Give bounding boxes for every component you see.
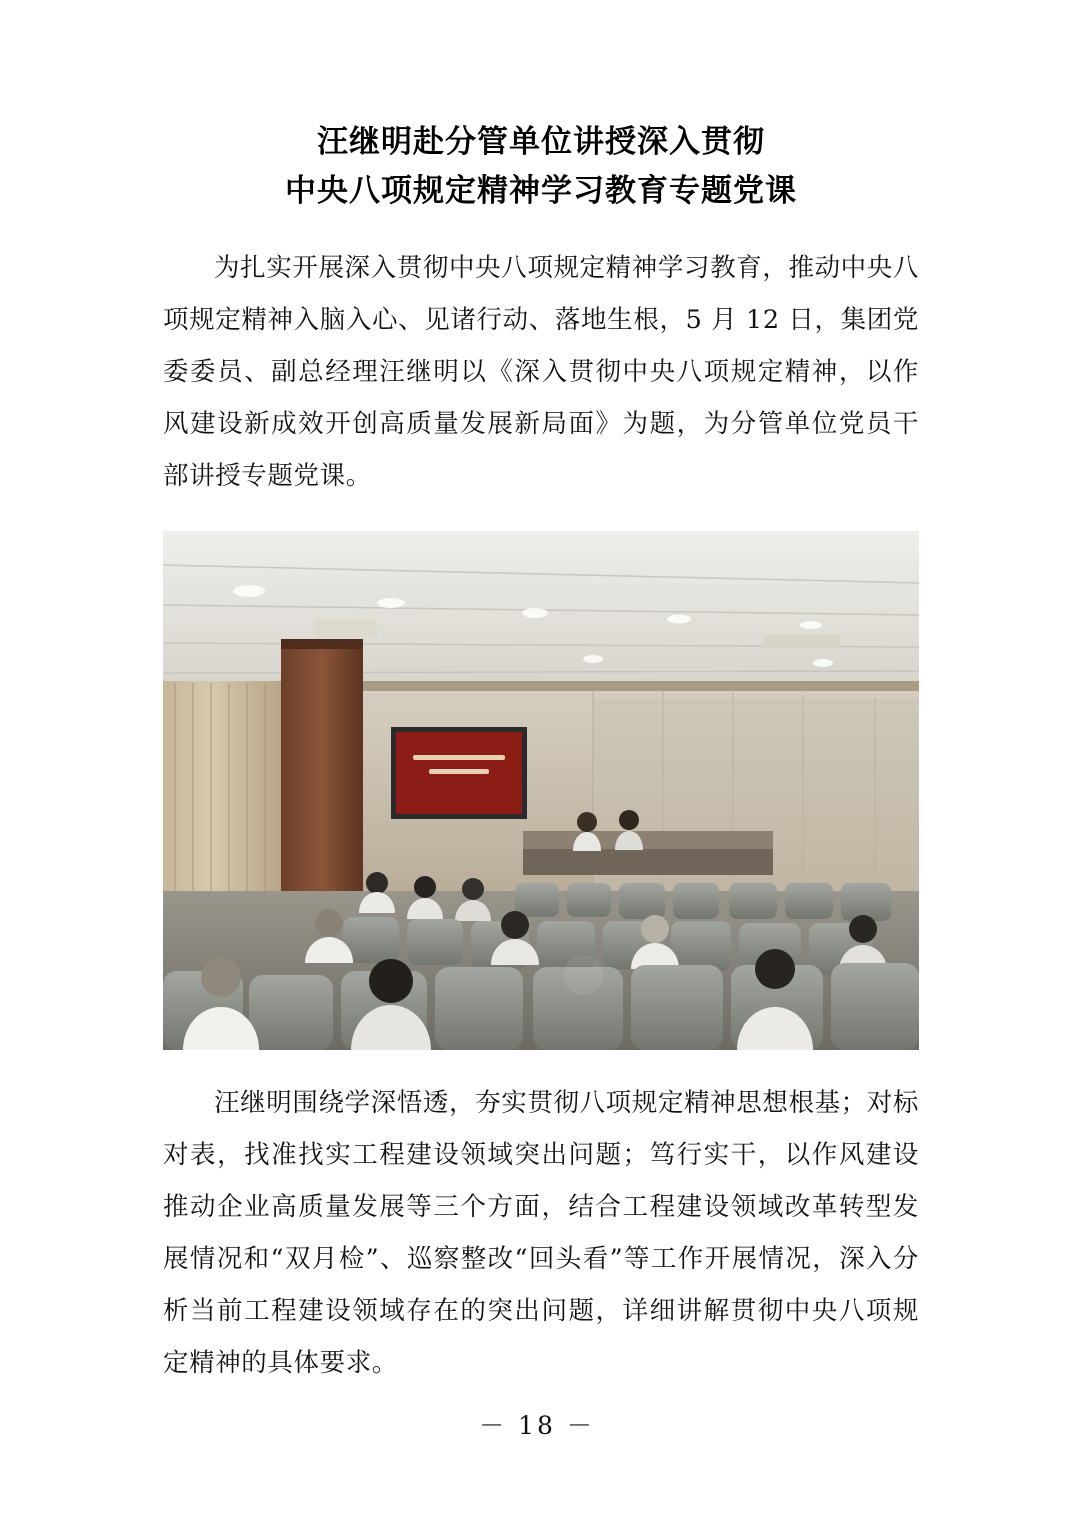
page-number: － 18 － <box>479 1411 595 1440</box>
page-content <box>163 0 919 1389</box>
body-paragraph-1: 为扎实开展深入贯彻中央八项规定精神学习教育，推动中央八项规定精神入脑入心、见诸行动、落地生根，5 月 12 日，集团党委委员、副总经理汪继明以《深入贯彻中央八项规定精神，以作风建设新成效开创高质量发展新局面》为题，为分管单位党员干部讲授专题党课。 <box>163 253 919 491</box>
page-title-line-1: 汪继明赴分管单位讲授深入贯彻 <box>317 124 765 160</box>
page-title <box>163 0 919 216</box>
page-title-line-2: 中央八项规定精神学习教育专题党课 <box>285 173 797 209</box>
meeting-photo <box>163 531 919 1050</box>
body-paragraph-2: 汪继明围绕学深悟透，夯实贯彻八项规定精神思想根基；对标对表，找准找实工程建设领域突出问题；笃行实干，以作风建设推动企业高质量发展等三个方面，结合工程建设领域改革转型发展情况和“双月检”、巡察整改“回头看”等工作开展情况，深入分析当前工程建设领域存在的突出问题，详细讲解贯彻中央八项规定精神的具体要求。 <box>163 1088 919 1378</box>
meeting-photo-illustration <box>163 531 919 1050</box>
